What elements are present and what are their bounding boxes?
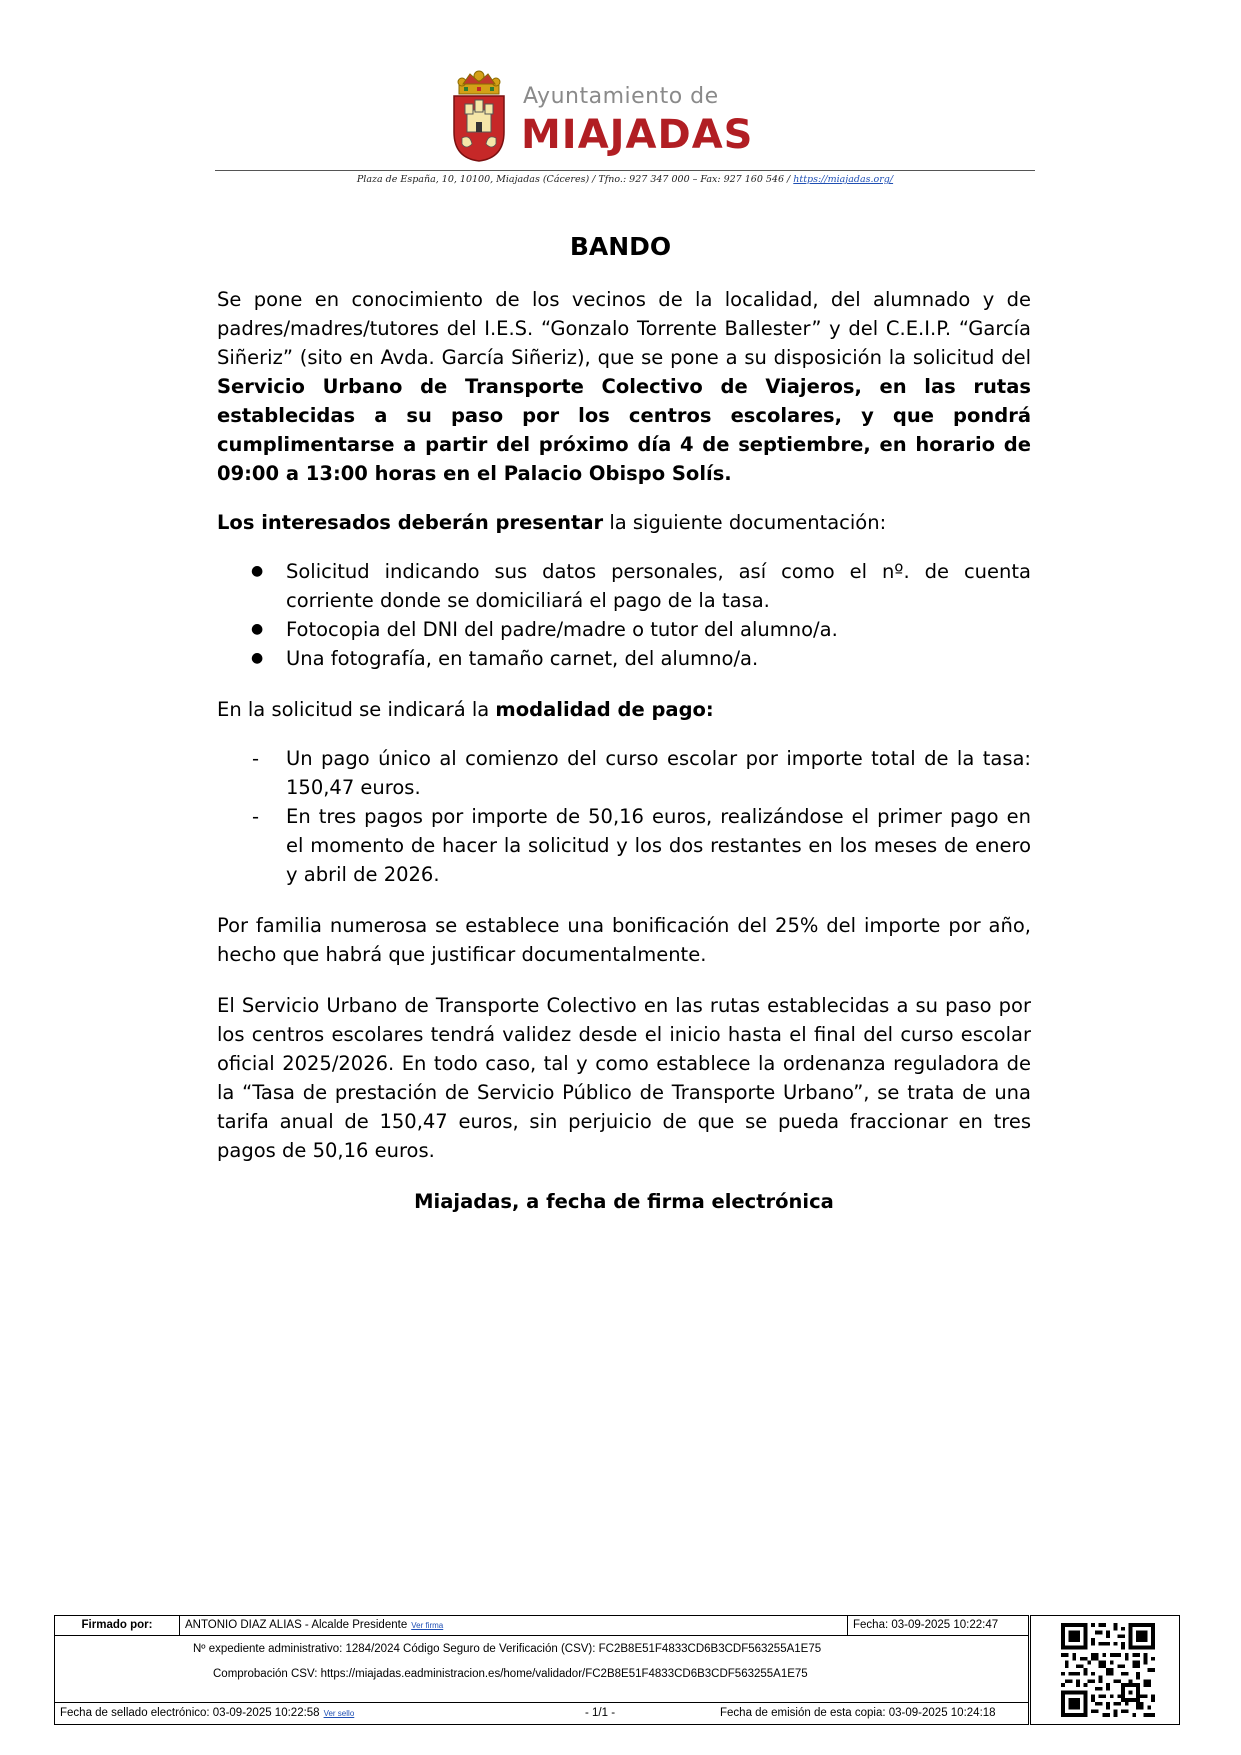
intro-paragraph — [217, 285, 1031, 488]
bullet-icon: ● — [251, 650, 264, 666]
comprobacion-line: Comprobación CSV: https://miajadas.eadministracion.es/home/validador/FC2B8E51F4833CD6B3CDF563255A1E75 — [213, 1668, 808, 1680]
documentation-rest: la siguiente documentación: — [603, 511, 887, 534]
page-title: BANDO — [569, 232, 672, 261]
document-body — [217, 285, 1031, 1216]
list-item-text: En tres pagos por importe de 50,16 euros, realizándose el primer pago en el momento de hacer la solicitud y los dos restantes en los meses de enero y abril de 2026. — [286, 805, 1031, 886]
header-contact-line — [215, 174, 1035, 185]
sellado-text: Fecha de sellado electrónico: 03-09-2025 10:22:58 — [60, 1707, 320, 1719]
bullet-icon: ● — [251, 563, 264, 579]
header-divider — [215, 170, 1035, 171]
list-item-text: Fotocopia del DNI del padre/madre o tutor del alumno/a. — [286, 618, 838, 641]
payment-options-list — [217, 744, 1031, 889]
list-item — [217, 802, 1031, 889]
signature-table — [54, 1615, 1029, 1725]
qr-code-icon — [1061, 1623, 1155, 1717]
dash-icon: - — [252, 805, 260, 828]
emision-date: Fecha de emisión de esta copia: 03-09-2025 10:24:18 — [720, 1707, 996, 1719]
logo-line-ayuntamiento: Ayuntamiento de — [523, 84, 719, 109]
documents-list — [217, 557, 1031, 673]
documentation-bold: Los interesados deberán presentar — [217, 511, 604, 534]
discount-paragraph: Por familia numerosa se establece una bonificación del 25% del importe por año, hecho que habrá que justificar documentalmente. — [217, 914, 1031, 966]
intro-text: Se pone en conocimiento de los vecinos de la localidad, del alumnado y de padres/madres/tutores del I.E.S. “Gonzalo Torrente Ballester” y del C.E.I.P. “García Siñeriz” (sito en Avda. García Siñeriz), que se pone a su disposición la solicitud del — [217, 288, 1031, 369]
payment-bold: modalidad de pago: — [495, 698, 714, 721]
validity-paragraph: El Servicio Urbano de Transporte Colectivo en las rutas establecidas a su paso por los centros escolares tendrá validez desde el inicio hasta el final del curso escolar oficial 2025/2026. En todo caso, tal y como establece la ordenanza reguladora de la “Tasa de prestación de Servicio Público de Transporte Urbano”, se trata de una tarifa anual de 150,47 euros, sin perjuicio de que se pueda fraccionar en tres pagos de 50,16 euros. — [217, 994, 1031, 1162]
payment-paragraph — [217, 695, 1031, 724]
list-item-text: Solicitud indicando sus datos personales, así como el nº. de cuenta corriente donde se domiciliará el pago de la tasa. — [286, 560, 1031, 612]
intro-bold-text: Servicio Urbano de Transporte Colectivo de Viajeros, en las rutas establecidas a su paso por los centros escolares, y que pondrá cumplimentarse a partir del próximo día 4 de septiembre, en horario de 09:00 a 13:00 horas en el Palacio Obispo Solís. — [217, 375, 1031, 485]
website-link[interactable]: https://miajadas.org/ — [793, 174, 894, 185]
ver-sello-link[interactable]: Ver sello — [323, 1709, 355, 1718]
ver-firma-link[interactable]: Ver firma — [411, 1621, 444, 1630]
logo-line-miajadas: MIAJADAS — [521, 112, 754, 158]
municipal-logo — [450, 70, 754, 165]
signer-cell — [181, 1616, 845, 1635]
list-item — [217, 557, 1031, 615]
firmado-label: Firmado por: — [55, 1616, 180, 1635]
qr-code-box — [1030, 1615, 1180, 1725]
signature-date: Fecha: 03-09-2025 10:22:47 — [847, 1616, 1033, 1635]
stamp-row — [55, 1703, 1028, 1723]
list-item-text: Una fotografía, en tamaño carnet, del alumno/a. — [286, 647, 759, 670]
list-item — [217, 744, 1031, 802]
coat-of-arms-icon — [450, 70, 508, 162]
signature-row — [55, 1616, 1028, 1636]
dash-icon: - — [252, 747, 260, 770]
bullet-icon: ● — [251, 621, 264, 637]
verification-row — [55, 1636, 1028, 1703]
list-item — [217, 615, 1031, 644]
payment-text: En la solicitud se indicará la — [217, 698, 496, 721]
signer-name: ANTONIO DIAZ ALIAS - Alcalde Presidente — [185, 1619, 408, 1631]
closing-line: Miajadas, a fecha de firma electrónica — [414, 1190, 834, 1213]
contact-address: Plaza de España, 10, 10100, Miajadas (Cáceres) / Tfno.: 927 347 000 – Fax: 927 160 546 / — [356, 174, 794, 185]
sellado-cell — [60, 1703, 354, 1724]
documentation-paragraph — [217, 508, 1031, 537]
list-item-text: Un pago único al comienzo del curso escolar por importe total de la tasa: 150,47 euros. — [286, 747, 1031, 799]
page-number: - 1/1 - — [585, 1707, 616, 1719]
expediente-line: Nº expediente administrativo: 1284/2024 Código Seguro de Verificación (CSV): FC2B8E51F4833CD6B3CDF563255A1E75 — [193, 1643, 822, 1655]
list-item — [217, 644, 1031, 673]
